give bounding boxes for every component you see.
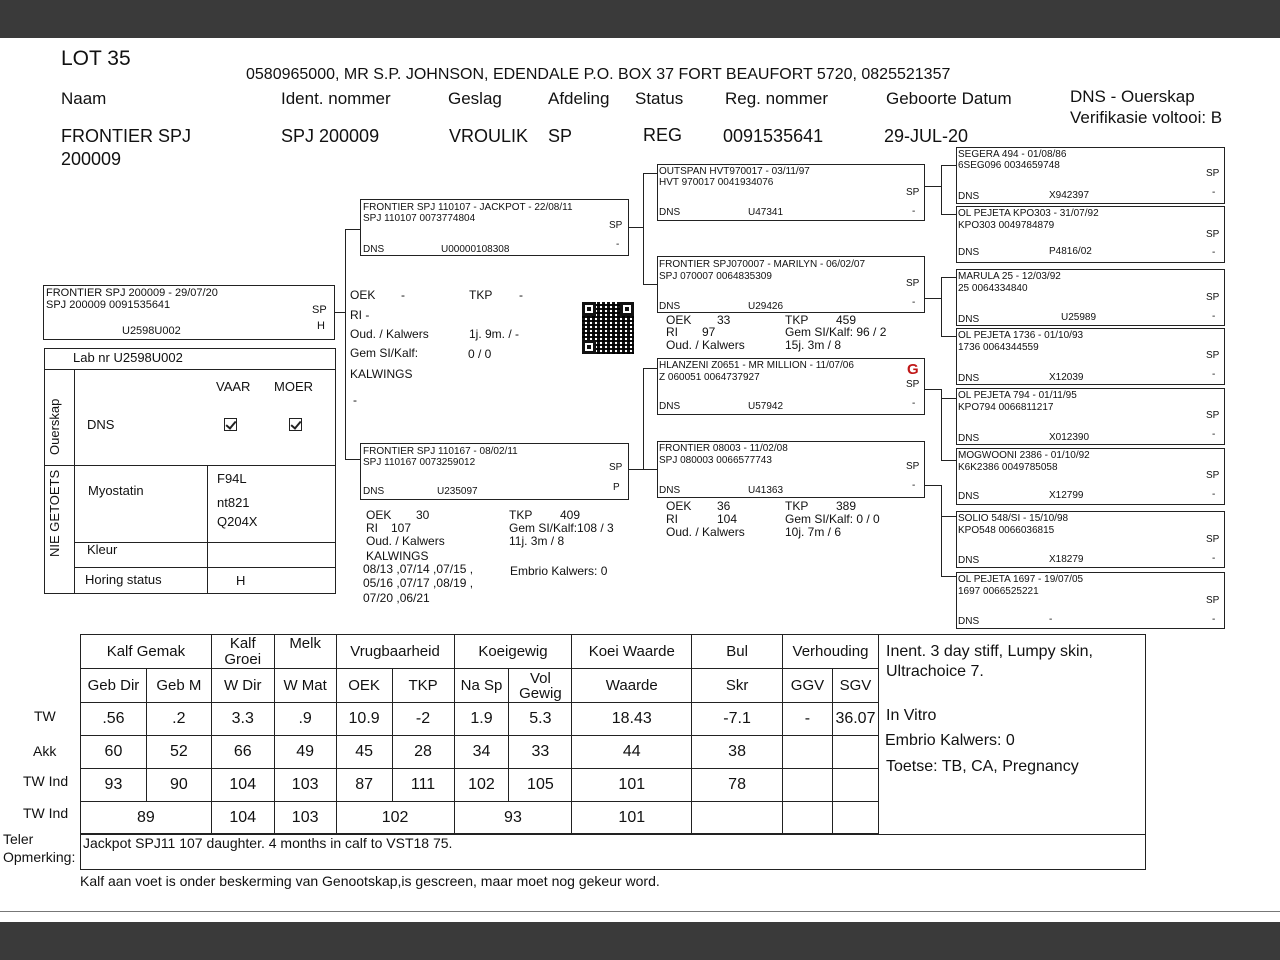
value-naam-2: 200009 bbox=[61, 149, 122, 169]
label-nie-getoets: NIE GETOETS bbox=[47, 469, 62, 557]
gp4-ri-value: 104 bbox=[717, 512, 738, 526]
gp3-dash: - bbox=[912, 398, 916, 409]
sire-dash: - bbox=[616, 239, 620, 250]
table-cell: 52 bbox=[146, 736, 211, 769]
ggp3-sp: SP bbox=[1206, 292, 1220, 303]
table-cell: 66 bbox=[211, 736, 274, 769]
horing-value: H bbox=[236, 573, 246, 588]
dns-verify: Verifikasie voltooi: B bbox=[1070, 108, 1223, 127]
moer-check-icon bbox=[289, 418, 302, 431]
col-w-dir: W Dir bbox=[211, 669, 274, 703]
lab-box bbox=[44, 348, 336, 594]
breeding-values-table bbox=[80, 634, 879, 834]
ggp7-dns: DNS bbox=[958, 555, 980, 566]
table-cell: 45 bbox=[336, 736, 392, 769]
ggp1-sp: SP bbox=[1206, 168, 1220, 179]
ggp8-dns: DNS bbox=[958, 616, 980, 627]
gp1-code: U47341 bbox=[748, 207, 784, 218]
qr-code-icon bbox=[582, 302, 634, 354]
gp4-line1: FRONTIER 08003 - 11/02/08 bbox=[659, 443, 788, 454]
gp4-tkp: TKP bbox=[785, 499, 809, 513]
gp2-line2: SPJ 070007 0064835309 bbox=[659, 271, 772, 282]
gp2-tkp: TKP bbox=[785, 313, 809, 327]
gp4-oek-value: 36 bbox=[717, 499, 731, 513]
table-cell: 103 bbox=[274, 802, 336, 834]
gp3-line2: Z 060051 0064737927 bbox=[659, 372, 760, 383]
owner-info: 0580965000, MR S.P. JOHNSON, EDENDALE P.O. BOX 37 FORT BEAUFORT 5720, 0825521357 bbox=[246, 66, 951, 83]
ggp5-code: X012390 bbox=[1049, 432, 1090, 443]
ggp5-dns: DNS bbox=[958, 433, 980, 444]
gp4-tkp-value: 389 bbox=[836, 499, 857, 513]
col-waarde: Waarde bbox=[572, 669, 692, 703]
table-cell: 33 bbox=[509, 736, 572, 769]
gp2-dns: DNS bbox=[659, 301, 681, 312]
label-horing: Horing status bbox=[85, 572, 162, 587]
dam-gem: Gem SI/Kalf:108 / 3 bbox=[509, 521, 614, 535]
col-ggv: GGV bbox=[782, 669, 832, 703]
dam-kalwings-1: 08/13 ,07/14 ,07/15 , bbox=[363, 562, 474, 576]
ggp5-line1: OL PEJETA 794 - 01/11/95 bbox=[958, 390, 1077, 401]
myo-val-1: F94L bbox=[217, 471, 247, 486]
divider bbox=[0, 911, 1280, 912]
row-label-twind: TW Ind bbox=[23, 773, 69, 789]
table-cell: 102 bbox=[336, 802, 454, 834]
table-cell: 34 bbox=[454, 736, 509, 769]
note-1: Inent. 3 day stiff, Lumpy skin, bbox=[886, 643, 1093, 660]
animal-code: U2598U002 bbox=[122, 325, 181, 337]
gp2-oek: OEK bbox=[666, 313, 692, 327]
sire-ri: RI - bbox=[350, 308, 370, 322]
label-status: Status bbox=[635, 89, 684, 108]
dam-ri-value: 107 bbox=[391, 521, 412, 535]
group-koeigewig: Koeigewig bbox=[454, 635, 572, 669]
remark-box bbox=[80, 834, 1146, 870]
dam-kalwings-2: 05/16 ,07/17 ,08/19 , bbox=[363, 576, 474, 590]
bottom-bar bbox=[0, 922, 1280, 960]
lot-number: LOT 35 bbox=[61, 47, 131, 70]
ggp5-line2: KPO794 0066811217 bbox=[958, 402, 1054, 413]
table-cell: 78 bbox=[692, 769, 783, 802]
ggp3-dash: - bbox=[1212, 311, 1216, 322]
col-geb-m: Geb M bbox=[146, 669, 211, 703]
gp-box-4 bbox=[657, 441, 925, 498]
gp4-ri: RI bbox=[666, 512, 678, 526]
sire-gem: Gem SI/Kalf: bbox=[350, 346, 419, 360]
gp2-gem: Gem SI/Kalf: 96 / 2 bbox=[785, 325, 887, 339]
ggp4-sp: SP bbox=[1206, 350, 1220, 361]
ggp-box-6 bbox=[956, 448, 1225, 505]
ggp3-line1: MARULA 25 - 12/03/92 bbox=[958, 271, 1061, 282]
ggp2-code: P4816/02 bbox=[1049, 246, 1092, 257]
table-cell bbox=[832, 736, 878, 769]
note-embrio: Embrio Kalwers: 0 bbox=[885, 732, 1015, 749]
animal-box bbox=[43, 285, 335, 340]
sire-line1: FRONTIER SPJ 110107 - JACKPOT - 22/08/11 bbox=[363, 202, 573, 213]
gp2-sp: SP bbox=[906, 278, 920, 289]
table-cell: 90 bbox=[146, 769, 211, 802]
ggp4-line1: OL PEJETA 1736 - 01/10/93 bbox=[958, 330, 1084, 341]
note-in-vitro: In Vitro bbox=[886, 707, 937, 724]
sire-kalwings-value: - bbox=[353, 393, 357, 407]
dam-embrio: Embrio Kalwers: 0 bbox=[510, 564, 608, 578]
dam-tkp: TKP bbox=[509, 508, 533, 522]
group-melk: Melk bbox=[274, 635, 336, 669]
ggp-box-2 bbox=[956, 206, 1225, 263]
table-cell: 87 bbox=[336, 769, 392, 802]
ggp2-sp: SP bbox=[1206, 229, 1220, 240]
table-cell: 111 bbox=[392, 769, 454, 802]
label-dns: DNS bbox=[87, 417, 115, 432]
sire-oek: OEK bbox=[350, 288, 376, 302]
ggp6-sp: SP bbox=[1206, 470, 1220, 481]
sire-oud-value: 1j. 9m. / - bbox=[469, 327, 520, 341]
table-cell: 49 bbox=[274, 736, 336, 769]
table-cell: 44 bbox=[572, 736, 692, 769]
ggp8-sp: SP bbox=[1206, 595, 1220, 606]
gp2-dash: - bbox=[912, 297, 916, 308]
gp4-line2: SPJ 080003 0066577743 bbox=[659, 455, 772, 466]
value-afdeling: SP bbox=[548, 126, 573, 146]
ggp8-dash: - bbox=[1212, 614, 1216, 625]
ggp3-line2: 25 0064334840 bbox=[958, 283, 1028, 294]
lab-nr: Lab nr U2598U002 bbox=[73, 350, 183, 365]
gp1-sp: SP bbox=[906, 187, 920, 198]
group-kalf-groei: Kalf Groei bbox=[211, 635, 274, 669]
value-status: REG bbox=[643, 125, 683, 145]
label-teler: Teler bbox=[3, 831, 34, 847]
ggp2-dns: DNS bbox=[958, 247, 980, 258]
ggp-box-1 bbox=[956, 147, 1225, 204]
dam-oud: Oud. / Kalwers bbox=[366, 534, 445, 548]
table-cell: 102 bbox=[454, 769, 509, 802]
group-verhouding: Verhouding bbox=[782, 635, 878, 669]
dam-ri: RI bbox=[366, 521, 378, 535]
ggp2-line1: OL PEJETA KPO303 - 31/07/92 bbox=[958, 208, 1099, 219]
group-bul: Bul bbox=[692, 635, 783, 669]
gp4-sp: SP bbox=[906, 461, 920, 472]
col-skr: Skr bbox=[692, 669, 783, 703]
footer-note: Kalf aan voet is onder beskerming van Genootskap,is gescreen, maar moet nog gekeur word. bbox=[80, 873, 660, 889]
note-2: Ultrachoice 7. bbox=[886, 663, 984, 680]
table-cell: 101 bbox=[572, 769, 692, 802]
ggp4-line2: 1736 0064344559 bbox=[958, 342, 1039, 353]
col-geb-dir: Geb Dir bbox=[81, 669, 147, 703]
gp2-line1: FRONTIER SPJ070007 - MARILYN - 06/02/07 bbox=[659, 259, 866, 270]
dam-box bbox=[360, 443, 629, 500]
ggp7-dash: - bbox=[1212, 553, 1216, 564]
label-ident: Ident. nommer bbox=[281, 89, 391, 108]
table-cell: 38 bbox=[692, 736, 783, 769]
ggp6-line2: K6K2386 0049785058 bbox=[958, 462, 1058, 473]
ggp7-line2: KPO548 0066036815 bbox=[958, 525, 1055, 536]
table-row-twind bbox=[81, 769, 879, 802]
label-afdeling: Afdeling bbox=[548, 89, 610, 108]
gp-box-3 bbox=[657, 358, 925, 415]
ggp-box-3 bbox=[956, 269, 1225, 326]
label-opmerking: Opmerking: bbox=[3, 849, 76, 865]
ggp8-line1: OL PEJETA 1697 - 19/07/05 bbox=[958, 574, 1084, 585]
ggp6-code: X12799 bbox=[1049, 490, 1084, 501]
ggp1-line1: SEGERA 494 - 01/08/86 bbox=[958, 149, 1067, 160]
sire-dns: DNS bbox=[363, 244, 385, 255]
ggp1-dash: - bbox=[1212, 187, 1216, 198]
ggp1-code: X942397 bbox=[1049, 190, 1090, 201]
table-cell: 28 bbox=[392, 736, 454, 769]
gp2-tkp-value: 459 bbox=[836, 313, 857, 327]
table-row-tw bbox=[81, 703, 879, 736]
ggp1-line2: 6SEG096 0034659748 bbox=[958, 160, 1060, 171]
sire-code: U00000108308 bbox=[441, 244, 510, 255]
gp-box-2 bbox=[657, 256, 925, 313]
gp3-dns: DNS bbox=[659, 401, 681, 412]
table-cell: 104 bbox=[211, 769, 274, 802]
table-cell: 18.43 bbox=[572, 703, 692, 736]
dam-oek: OEK bbox=[366, 508, 392, 522]
ggp6-line1: MOGWOONI 2386 - 01/10/92 bbox=[958, 450, 1090, 461]
col-tkp: TKP bbox=[392, 669, 454, 703]
group-koei-waarde: Koei Waarde bbox=[572, 635, 692, 669]
gp4-oek: OEK bbox=[666, 499, 692, 513]
myo-val-2: nt821 bbox=[217, 495, 250, 510]
table-cell bbox=[832, 802, 878, 834]
ggp-box-8 bbox=[956, 572, 1225, 629]
gp2-ri-value: 97 bbox=[702, 325, 716, 339]
gp4-oud-value: 10j. 7m / 6 bbox=[785, 525, 842, 539]
col-vol-gewig: Vol Gewig bbox=[509, 669, 572, 703]
col-w-mat: W Mat bbox=[274, 669, 336, 703]
hlanzeni-logo-icon: G bbox=[907, 361, 919, 378]
gp4-code: U41363 bbox=[748, 485, 784, 496]
table-cell: 3.3 bbox=[211, 703, 274, 736]
ggp-box-7 bbox=[956, 511, 1225, 568]
notes-box bbox=[878, 634, 1146, 835]
note-toetse: Toetse: TB, CA, Pregnancy bbox=[886, 758, 1079, 775]
col-na-sp: Na Sp bbox=[454, 669, 509, 703]
gp3-code: U57942 bbox=[748, 401, 784, 412]
top-bar bbox=[0, 0, 1280, 38]
dam-oud-value: 11j. 3m / 8 bbox=[509, 534, 565, 548]
ggp5-sp: SP bbox=[1206, 410, 1220, 421]
table-cell bbox=[782, 736, 832, 769]
ggp7-sp: SP bbox=[1206, 534, 1220, 545]
value-reg: 0091535641 bbox=[723, 126, 824, 146]
dam-p: P bbox=[613, 482, 620, 493]
group-vrugbaarheid: Vrugbaarheid bbox=[336, 635, 454, 669]
ggp-box-5 bbox=[956, 388, 1225, 445]
gp3-line1: HLANZENI Z0651 - MR MILLION - 11/07/06 bbox=[659, 360, 854, 371]
row-label-tw: TW bbox=[34, 708, 56, 724]
sire-box bbox=[360, 199, 629, 256]
dam-kalwings-3: 07/20 ,06/21 bbox=[363, 591, 430, 605]
row-label-akk: Akk bbox=[33, 743, 57, 759]
ggp2-dash: - bbox=[1212, 247, 1216, 258]
sire-tkp: TKP bbox=[469, 288, 493, 302]
gp2-oud: Oud. / Kalwers bbox=[666, 338, 745, 352]
gp1-line2: HVT 970017 0041934076 bbox=[659, 177, 774, 188]
table-cell: -2 bbox=[392, 703, 454, 736]
sire-tkp-value: - bbox=[519, 288, 523, 302]
animal-line1: FRONTIER SPJ 200009 - 29/07/20 bbox=[46, 287, 218, 299]
table-cell: 101 bbox=[572, 802, 692, 834]
sire-oek-value: - bbox=[401, 288, 405, 302]
table-cell: 93 bbox=[454, 802, 572, 834]
ggp2-line2: KPO303 0049784879 bbox=[958, 220, 1055, 231]
label-myostatin: Myostatin bbox=[88, 483, 144, 498]
dam-dns: DNS bbox=[363, 486, 385, 497]
dam-code: U235097 bbox=[437, 486, 478, 497]
table-cell: 10.9 bbox=[336, 703, 392, 736]
table-cell: 105 bbox=[509, 769, 572, 802]
table-cell: 104 bbox=[211, 802, 274, 834]
label-naam: Naam bbox=[61, 89, 107, 108]
ggp1-dns: DNS bbox=[958, 191, 980, 202]
gp1-dash: - bbox=[912, 206, 916, 217]
table-cell: 93 bbox=[81, 769, 147, 802]
col-sgv: SGV bbox=[832, 669, 878, 703]
value-geslag: VROULIK bbox=[449, 126, 529, 146]
table-cell bbox=[782, 802, 832, 834]
label-ouerskap: Ouerskap bbox=[47, 398, 62, 455]
ggp3-code: U25989 bbox=[1061, 312, 1097, 323]
table-cell bbox=[782, 769, 832, 802]
ggp6-dash: - bbox=[1212, 489, 1216, 500]
gp4-dash: - bbox=[912, 480, 916, 491]
ggp7-code: X18279 bbox=[1049, 554, 1084, 565]
ggp4-dns: DNS bbox=[958, 373, 980, 384]
gp2-code: U29426 bbox=[748, 301, 784, 312]
gp1-dns: DNS bbox=[659, 207, 681, 218]
ggp4-dash: - bbox=[1212, 369, 1216, 380]
ggp3-dns: DNS bbox=[958, 314, 980, 325]
ggp8-line2: 1697 0066525221 bbox=[958, 586, 1039, 597]
table-cell: 36.07 bbox=[832, 703, 878, 736]
col-oek: OEK bbox=[336, 669, 392, 703]
animal-line2: SPJ 200009 0091535641 bbox=[46, 299, 171, 311]
gp4-oud: Oud. / Kalwers bbox=[666, 525, 745, 539]
value-geboorte: 29-JUL-20 bbox=[884, 126, 969, 146]
ggp4-code: X12039 bbox=[1049, 372, 1084, 383]
table-cell: .2 bbox=[146, 703, 211, 736]
gp1-line1: OUTSPAN HVT970017 - 03/11/97 bbox=[659, 166, 810, 177]
gp2-ri: RI bbox=[666, 325, 678, 339]
remark-text: Jackpot SPJ11 107 daughter. 4 months in calf to VST18 75. bbox=[83, 835, 453, 851]
dam-line1: FRONTIER SPJ 110167 - 08/02/11 bbox=[363, 446, 518, 457]
dns-title: DNS - Ouerskap bbox=[1070, 87, 1195, 106]
label-geslag: Geslag bbox=[448, 89, 502, 108]
value-ident: SPJ 200009 bbox=[281, 126, 380, 146]
gp4-gem: Gem SI/Kalf: 0 / 0 bbox=[785, 512, 880, 526]
label-kleur: Kleur bbox=[87, 542, 118, 557]
row-label-twind-2: TW Ind bbox=[23, 805, 69, 821]
dam-line2: SPJ 110167 0073259012 bbox=[363, 457, 476, 468]
table-cell: .56 bbox=[81, 703, 147, 736]
animal-sp: SP bbox=[312, 304, 327, 316]
label-reg: Reg. nommer bbox=[725, 89, 828, 108]
gp2-oek-value: 33 bbox=[717, 313, 731, 327]
vaar-check-icon bbox=[224, 418, 237, 431]
table-cell: 60 bbox=[81, 736, 147, 769]
dam-sp: SP bbox=[609, 462, 623, 473]
dam-kalwings: KALWINGS bbox=[366, 549, 429, 563]
label-moer: MOER bbox=[274, 379, 313, 394]
gp4-dns: DNS bbox=[659, 485, 681, 496]
animal-h: H bbox=[317, 320, 325, 332]
dam-oek-value: 30 bbox=[416, 508, 430, 522]
sire-line2: SPJ 110107 0073774804 bbox=[363, 213, 476, 224]
table-cell: 1.9 bbox=[454, 703, 509, 736]
table-cell: 5.3 bbox=[509, 703, 572, 736]
ggp-box-4 bbox=[956, 328, 1225, 385]
table-cell bbox=[692, 802, 783, 834]
label-geboorte: Geboorte Datum bbox=[886, 89, 1012, 108]
table-cell: 89 bbox=[81, 802, 212, 834]
sire-kalwings: KALWINGS bbox=[350, 367, 413, 381]
table-row-twind-2 bbox=[81, 802, 879, 834]
myo-val-3: Q204X bbox=[217, 514, 258, 529]
ggp7-line1: SOLIO 548/SI - 15/10/98 bbox=[958, 513, 1069, 524]
table-cell: .9 bbox=[274, 703, 336, 736]
value-naam: FRONTIER SPJ bbox=[61, 126, 192, 146]
gp-box-1 bbox=[657, 164, 925, 221]
table-cell: - bbox=[782, 703, 832, 736]
sire-gem-value: 0 / 0 bbox=[468, 347, 492, 361]
ggp6-dns: DNS bbox=[958, 491, 980, 502]
gp3-sp: SP bbox=[906, 379, 920, 390]
ggp5-dash: - bbox=[1212, 429, 1216, 440]
ggp8-code: - bbox=[1049, 614, 1053, 625]
label-vaar: VAAR bbox=[216, 379, 251, 394]
table-row-akk bbox=[81, 736, 879, 769]
dam-tkp-value: 409 bbox=[560, 508, 581, 522]
group-kalf-gemak: Kalf Gemak bbox=[81, 635, 212, 669]
sire-oud: Oud. / Kalwers bbox=[350, 327, 429, 341]
gp2-oud-value: 15j. 3m / 8 bbox=[785, 338, 842, 352]
table-cell: 103 bbox=[274, 769, 336, 802]
table-cell: -7.1 bbox=[692, 703, 783, 736]
table-cell bbox=[832, 769, 878, 802]
sire-sp: SP bbox=[609, 220, 623, 231]
